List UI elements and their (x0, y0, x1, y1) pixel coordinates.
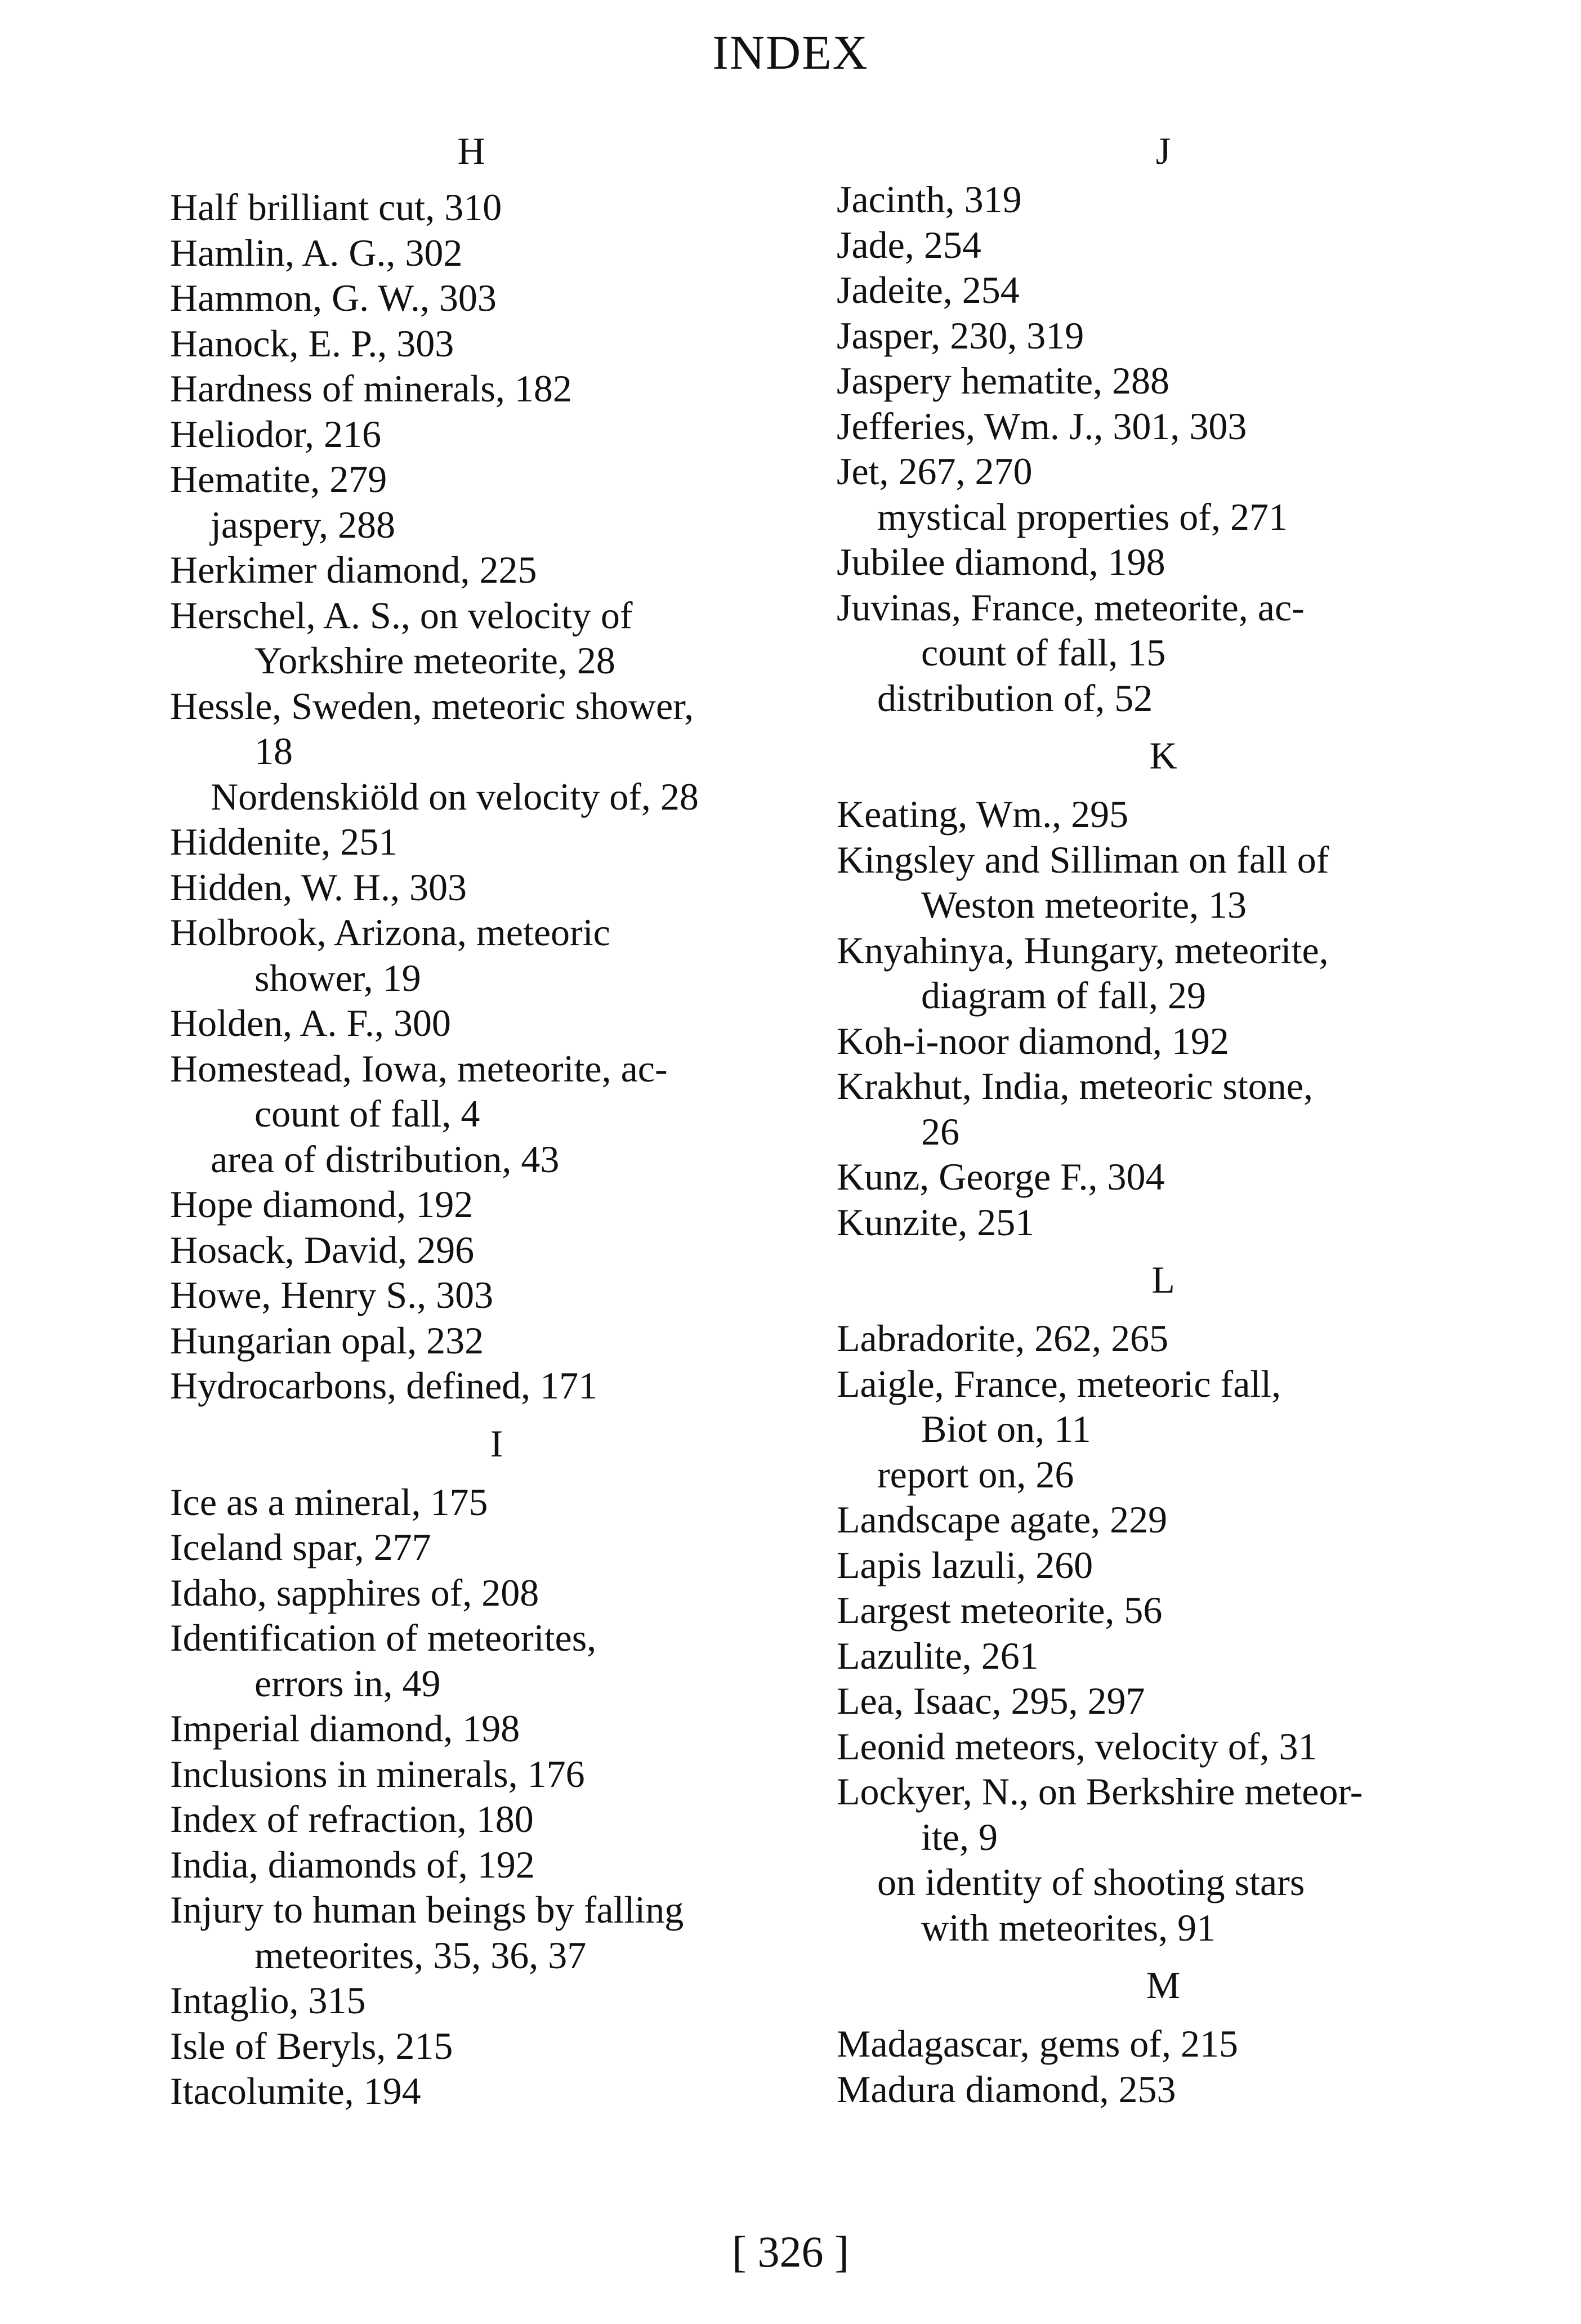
index-entry (837, 1018, 1490, 1064)
index-entry (170, 1000, 823, 1046)
section-letter: J (1155, 129, 1171, 172)
index-entry (170, 1615, 823, 1706)
index-entry (837, 585, 1490, 676)
index-entry (837, 837, 1490, 928)
index-entry (170, 2023, 823, 2069)
index-subentry (170, 1137, 823, 1182)
index-entry (170, 1363, 823, 1409)
entry-text: distribution of, 52 (877, 676, 1153, 719)
entry-text: Hungarian opal, 232 (170, 1319, 484, 1362)
index-entry (170, 865, 823, 910)
index-subentry (837, 1860, 1490, 1950)
entry-text: Index of refraction, 180 (170, 1798, 534, 1840)
entry-text: Hiddenite, 251 (170, 820, 398, 863)
section-letter: M (1146, 1964, 1181, 2006)
index-entry (837, 1769, 1490, 1860)
entry-text: Koh-i-noor diamond, 192 (837, 1019, 1229, 1062)
index-entry (170, 321, 823, 367)
entry-text: Isle of Beryls, 215 (170, 2024, 453, 2067)
index-entry (837, 1154, 1490, 1200)
index-subentry (170, 502, 823, 548)
entry-continuation: count of fall, 15 (921, 631, 1166, 674)
entry-text: Intaglio, 315 (170, 1979, 366, 2022)
entry-text: Hamlin, A. G., 302 (170, 231, 463, 274)
entry-text: jaspery, 288 (211, 503, 395, 546)
index-entry (837, 358, 1490, 404)
page-title: INDEX (712, 25, 869, 79)
entry-text: India, diamonds of, 192 (170, 1843, 535, 1886)
entry-text: Identification of meteorites, (170, 1616, 597, 1659)
index-entry (170, 1887, 823, 1978)
entry-text: mystical properties of, 271 (877, 495, 1288, 538)
section-letter: L (1151, 1258, 1175, 1301)
entry-text: Krakhut, India, meteoric stone, (837, 1065, 1313, 1107)
entry-text: Imperial diamond, 198 (170, 1707, 520, 1750)
index-entry (170, 683, 823, 774)
entry-text: Laigle, France, meteoric fall, (837, 1362, 1281, 1405)
entry-text: Herschel, A. S., on velocity of (170, 593, 633, 637)
index-subentry (837, 676, 1490, 721)
index-entry (170, 1046, 823, 1137)
entry-continuation: 26 (921, 1110, 959, 1153)
entry-text: Jadeite, 254 (837, 269, 1020, 311)
index-entry (170, 457, 823, 502)
entry-text: Labradorite, 262, 265 (837, 1317, 1169, 1360)
page-number: [ 326 ] (732, 2227, 849, 2276)
index-entry (170, 1570, 823, 1616)
index-entry (170, 185, 823, 230)
entry-text: Leonid meteors, velocity of, 31 (837, 1724, 1318, 1768)
index-entry (837, 449, 1490, 494)
entry-text: Jet, 267, 270 (837, 450, 1033, 493)
entry-text: Half brilliant cut, 310 (170, 186, 502, 229)
entry-text: area of distribution, 43 (211, 1137, 560, 1181)
entry-text: Hardness of minerals, 182 (170, 367, 572, 410)
entry-continuation: count of fall, 4 (254, 1092, 480, 1135)
index-entry (837, 313, 1490, 359)
entry-text: Jade, 254 (837, 223, 981, 266)
entry-text: Holden, A. F., 300 (170, 1002, 451, 1044)
entry-text: Largest meteorite, 56 (837, 1589, 1163, 1632)
index-entry (837, 1063, 1490, 1154)
entry-text: Lazulite, 261 (837, 1634, 1039, 1677)
entry-text: Jacinth, 319 (837, 178, 1022, 221)
entry-text: Iceland spar, 277 (170, 1526, 431, 1568)
entry-text: Jefferies, Wm. J., 301, 303 (837, 404, 1247, 448)
entry-text: Hanock, E. P., 303 (170, 321, 454, 365)
entry-text: Kunz, George F., 304 (837, 1155, 1165, 1198)
index-entry (837, 2067, 1490, 2112)
index-entry (837, 222, 1490, 268)
entry-continuation: shower, 19 (254, 956, 421, 999)
index-entry (170, 275, 823, 321)
index-entry (837, 267, 1490, 313)
section-letter: K (1149, 734, 1177, 777)
entry-text: Homestead, Iowa, meteorite, ac- (170, 1047, 668, 1090)
index-entry (837, 1200, 1490, 1245)
index-entry (170, 1796, 823, 1842)
entry-continuation: errors in, 49 (254, 1661, 441, 1705)
section-letter: I (490, 1422, 503, 1465)
entry-text: Idaho, sapphires of, 208 (170, 1571, 539, 1614)
index-subentry (837, 1452, 1490, 1498)
entry-text: Holbrook, Arizona, meteoric (170, 911, 610, 954)
index-entry (170, 547, 823, 593)
entry-continuation: ite, 9 (921, 1815, 998, 1858)
section-letter: H (457, 129, 485, 172)
entry-text: Landscape agate, 229 (837, 1498, 1168, 1541)
index-entry (837, 1724, 1490, 1769)
index-subentry (170, 774, 823, 820)
entry-text: Hammon, G. W., 303 (170, 276, 497, 319)
index-entry (837, 404, 1490, 449)
entry-text: Herkimer diamond, 225 (170, 548, 537, 591)
entry-text: Lea, Isaac, 295, 297 (837, 1679, 1145, 1722)
entry-text: Hope diamond, 192 (170, 1183, 474, 1226)
entry-text: Jasper, 230, 319 (837, 314, 1084, 357)
index-entry (837, 1543, 1490, 1588)
entry-continuation: Biot on, 11 (921, 1407, 1091, 1450)
entry-text: Nordenskiöld on velocity of, 28 (211, 775, 699, 818)
index-entry (170, 230, 823, 276)
entry-text: Juvinas, France, meteorite, ac- (837, 586, 1305, 629)
index-entry (837, 2021, 1490, 2067)
index-entry (170, 2068, 823, 2114)
entry-continuation: Weston meteorite, 13 (921, 883, 1247, 926)
entry-text: Lapis lazuli, 260 (837, 1543, 1093, 1586)
index-entry (170, 1318, 823, 1364)
index-entry (170, 910, 823, 1000)
entry-text: Lockyer, N., on Berkshire meteor- (837, 1770, 1363, 1813)
entry-text: Keating, Wm., 295 (837, 793, 1129, 835)
left-column (170, 128, 823, 2114)
entry-text: Hematite, 279 (170, 458, 387, 500)
index-entry (170, 1978, 823, 2023)
index-entry (170, 593, 823, 683)
index-entry (170, 1480, 823, 1525)
index-entry (170, 1751, 823, 1797)
index-entry (170, 366, 823, 412)
index-entry (837, 1633, 1490, 1679)
entry-text: Kingsley and Silliman on fall of (837, 838, 1329, 881)
index-entry (837, 792, 1490, 837)
entry-text: Hosack, David, 296 (170, 1228, 475, 1271)
entry-text: Howe, Henry S., 303 (170, 1273, 494, 1316)
entry-continuation: 18 (254, 730, 293, 772)
index-entry (837, 1678, 1490, 1724)
entry-text: Madagascar, gems of, 215 (837, 2022, 1238, 2065)
index-entry (837, 1497, 1490, 1543)
entry-text: Kunzite, 251 (837, 1200, 1035, 1244)
index-entry (837, 1316, 1490, 1361)
index-entry (170, 1706, 823, 1751)
entry-text: Madura diamond, 253 (837, 2067, 1176, 2111)
index-entry (837, 539, 1490, 585)
index-entry (170, 1272, 823, 1318)
index-entry (837, 1588, 1490, 1633)
entry-continuation: Yorkshire meteorite, 28 (254, 639, 615, 682)
entry-text: Hydrocarbons, defined, 171 (170, 1364, 598, 1407)
index-entry (170, 1227, 823, 1273)
index-entry (837, 1361, 1490, 1452)
entry-text: Heliodor, 216 (170, 412, 381, 455)
entry-continuation: diagram of fall, 29 (921, 974, 1207, 1017)
index-entry (170, 819, 823, 865)
index-subentry (837, 494, 1490, 540)
entry-continuation: meteorites, 35, 36, 37 (254, 1933, 587, 1977)
entry-text: Inclusions in minerals, 176 (170, 1752, 585, 1795)
entry-text: Knyahinya, Hungary, meteorite, (837, 928, 1329, 972)
entry-text: Hidden, W. H., 303 (170, 865, 467, 909)
entry-text: report on, 26 (877, 1452, 1074, 1496)
index-entry (170, 1525, 823, 1570)
entry-continuation: with meteorites, 91 (921, 1906, 1216, 1949)
entry-text: Injury to human beings by falling (170, 1888, 684, 1931)
entry-text: Jubilee diamond, 198 (837, 540, 1165, 583)
entry-text: Hessle, Sweden, meteoric shower, (170, 684, 694, 727)
index-entry (170, 1182, 823, 1227)
entry-text: Ice as a mineral, 175 (170, 1480, 488, 1523)
index-entry (170, 1842, 823, 1888)
index-entry (170, 412, 823, 457)
right-column (837, 128, 1490, 2112)
entry-text: Jaspery hematite, 288 (837, 359, 1170, 402)
entry-text: on identity of shooting stars (877, 1861, 1305, 1903)
index-entry (837, 928, 1490, 1018)
index-entry (837, 177, 1490, 222)
entry-text: Itacolumite, 194 (170, 2070, 421, 2112)
